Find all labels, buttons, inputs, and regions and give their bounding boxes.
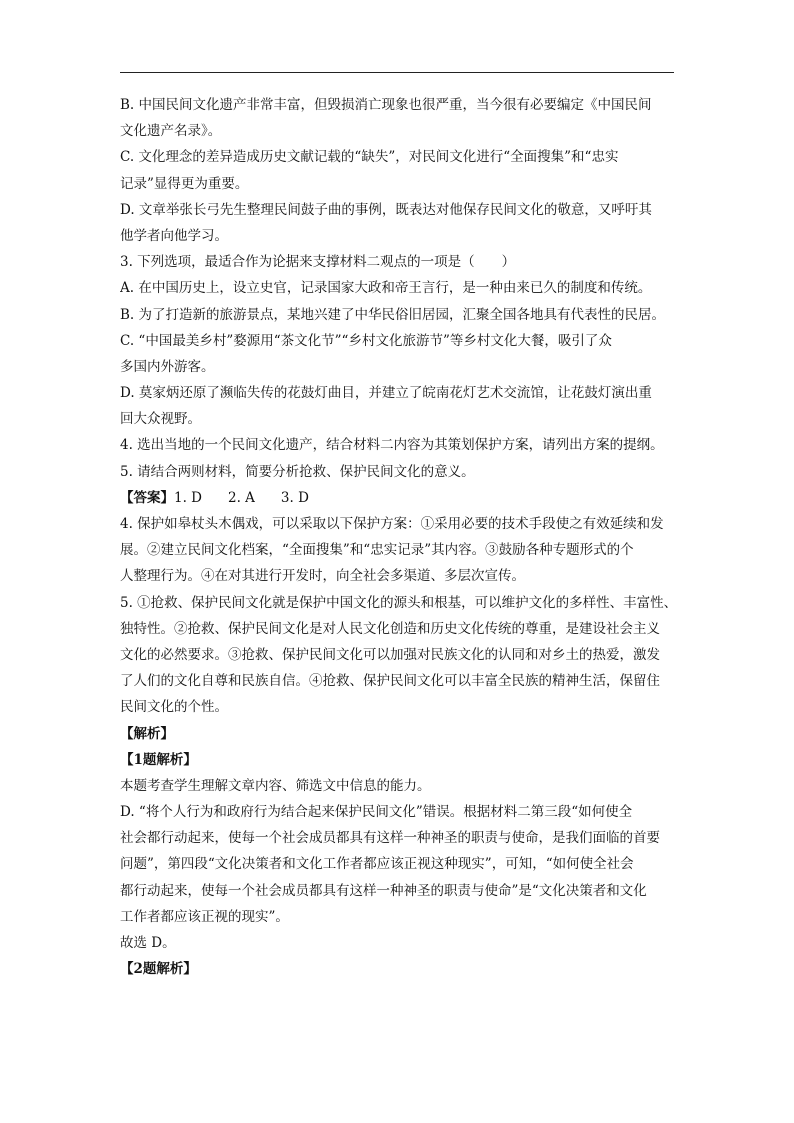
answer-4-line: 4. 保护如皋杖头木偶戏，可以采取以下保护方案：①采用必要的技术手段使之有效延续和发 (120, 516, 664, 532)
text-line: B. 中国民间文化遗产非常丰富，但毁损消亡现象也很严重，当今很有必要编定《中国民间 (120, 97, 652, 113)
text-line: D. 文章举张长弓先生整理民间鼓子曲的事例，既表达对他保存民间文化的敬意，又呼吁其 (120, 201, 652, 218)
answer-item: 2. A (228, 489, 255, 506)
analysis-line: 工作者都应该正视的现实”。 (120, 908, 289, 925)
text-line: 他学者向他学习。 (120, 227, 228, 244)
answer-item: 1. D (174, 489, 202, 506)
option-c: C. “中国最美乡村”婺源用“茶文化节”“乡村文化旅游节”等乡村文化大餐，吸引了众 (120, 332, 612, 349)
text-line: 记录”显得更为重要。 (120, 175, 249, 192)
analysis-heading: 【解析】 (120, 725, 174, 742)
header-rule (120, 72, 674, 73)
option-a: A. 在中国历史上，设立史官，记录国家大政和帝王言行，是一种由来已久的制度和传统。 (120, 280, 652, 297)
document-body (120, 92, 680, 982)
q2-analysis-heading: 【2题解析】 (120, 961, 197, 978)
analysis-line: 社会都行动起来，使每一个社会成员都具有这样一种神圣的职责与使命，是我们面临的首要 (120, 830, 660, 847)
answer-4-line: 展。②建立民间文化档案，“全面搜集”和“忠实记录”其内容。③鼓励各种专题形式的个 (120, 542, 634, 559)
answer-5-line: 文化的必然要求。③抢救、保护民间文化可以加强对民族文化的认同和对乡土的热爱，激发 (120, 646, 660, 663)
analysis-line: 都行动起来，使每一个社会成员都具有这样一种神圣的职责与使命”是“文化决策者和文化 (120, 882, 647, 899)
text-line: 多国内外游客。 (120, 358, 215, 375)
text-line: 文化遗产名录》。 (120, 123, 222, 140)
option-b: B. 为了打造新的旅游景点，某地兴建了中华民俗旧居园，汇聚全国各地具有代表性的民居。 (120, 306, 666, 323)
text-line: 回大众视野。 (120, 411, 201, 428)
answer-5-line: 5. ①抢救、保护民间文化就是保护中国文化的源头和根基，可以维护文化的多样性、丰富性、 (120, 594, 678, 611)
text-line: C. 文化理念的差异造成历史文献记载的“缺失”，对民间文化进行“全面搜集”和“忠实 (120, 149, 619, 166)
question-3: 3. 下列选项，最适合作为论据来支撑材料二观点的一项是（ ） (120, 254, 516, 271)
answer-item: 3. D (280, 489, 309, 506)
analysis-line: 本题考查学生理解文章内容、筛选文中信息的能力。 (120, 777, 431, 794)
answer-5-line: 独特性。②抢救、保护民间文化是对人民文化创造和历史文化传统的尊重，是建设社会主义 (120, 620, 660, 637)
q1-analysis-heading: 【1题解析】 (120, 751, 197, 768)
analysis-line: 故选 D。 (120, 935, 176, 951)
question-4: 4. 选出当地的一个民间文化遗产，结合材料二内容为其策划保护方案，请列出方案的提纲。 (120, 437, 664, 454)
option-d: D. 莫家炳还原了濒临失传的花鼓灯曲目，并建立了皖南花灯艺术交流馆，让花鼓灯演出重 (120, 385, 652, 402)
answer-label: 【答案】 (120, 489, 174, 506)
answer-4-line: 人整理行为。④在对其进行开发时，向全社会多渠道、多层次宣传。 (120, 568, 525, 585)
question-5: 5. 请结合两则材料，简要分析抢救、保护民间文化的意义。 (120, 463, 475, 480)
analysis-line: 问题”，第四段“文化决策者和文化工作者都应该正视这种现实”，可知，“如何使全社会 (120, 856, 634, 873)
answer-5-line: 民间文化的个性。 (120, 699, 228, 716)
answer-5-line: 了人们的文化自尊和民族自信。④抢救、保护民间文化可以丰富全民族的精神生活，保留住 (120, 673, 660, 690)
analysis-line: D. “将个人行为和政府行为结合起来保护民间文化”错误。根据材料二第三段“如何使全 (120, 804, 633, 821)
answer-line (120, 485, 680, 511)
